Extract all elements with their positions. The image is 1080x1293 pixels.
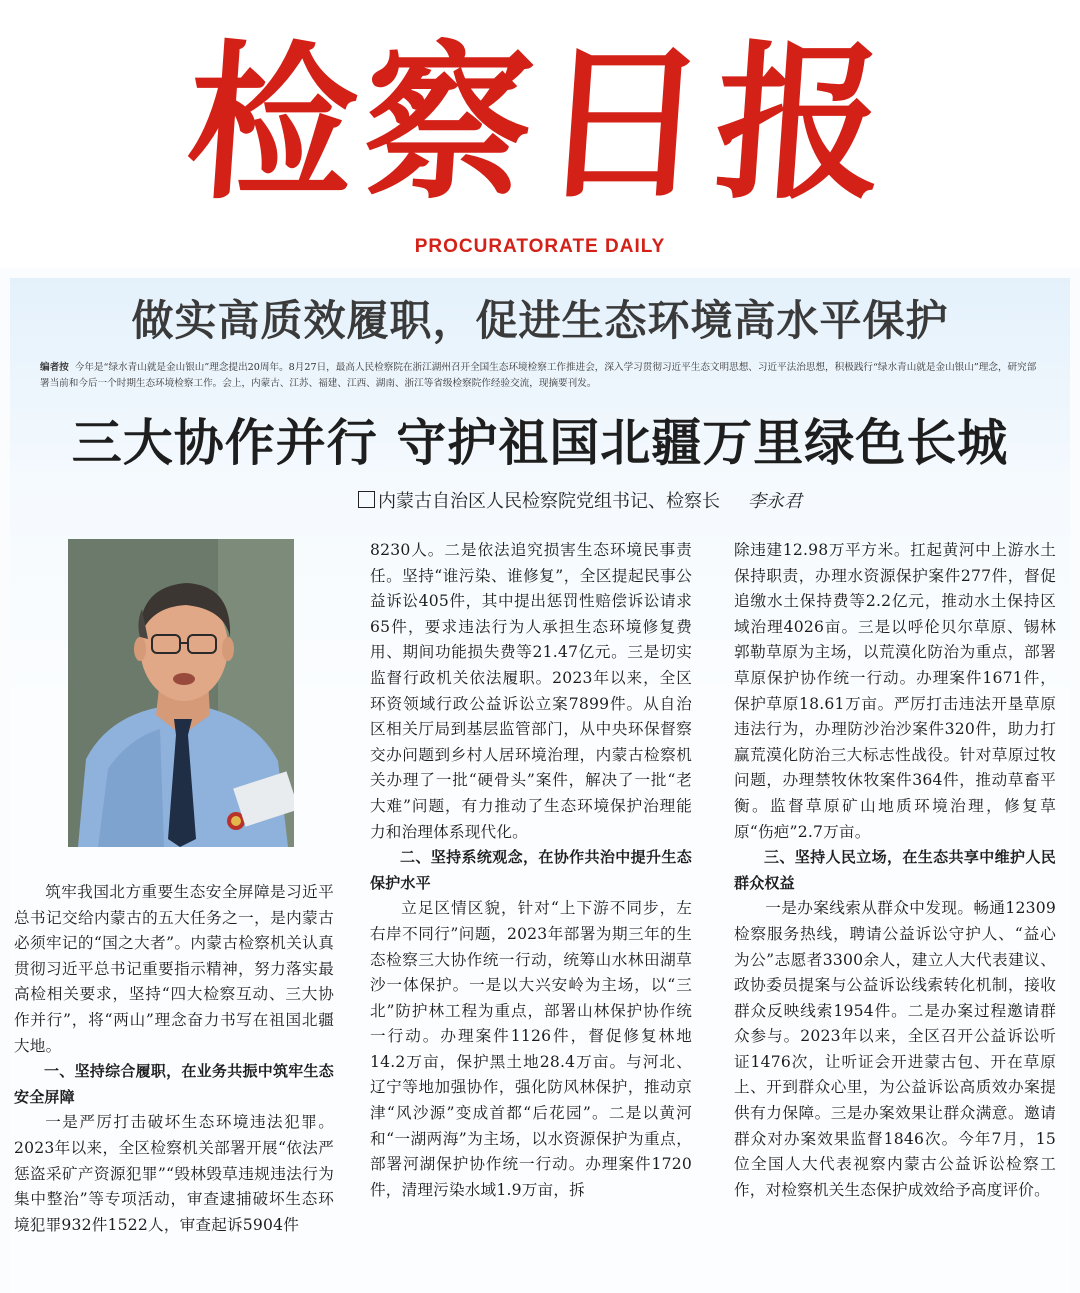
byline-box-icon: [358, 491, 375, 508]
masthead: [0, 0, 1080, 268]
article-column-3: [734, 538, 1056, 1203]
editor-note: [40, 360, 1040, 392]
byline: [358, 488, 802, 516]
section-heading: 二、坚持系统观念，在协作共治中提升生态保护水平: [370, 848, 692, 892]
paragraph: 8230人。二是依法追究损害生态环境民事责任。坚持“谁污染、谁修复”，全区提起民事公益诉讼405件，其中提出惩罚性赔偿诉讼请求65件，要求违法行为人承担生态环境修复费用、期间功能损失费等21.47亿元。三是切实监督行政机关依法履职。2023年以来，全区环资领域行政公益诉讼立案7899件。从自治区相关厅局到基层监管部门，从中央环保督察交办问题到乡村人居环境治理，内蒙古检察机关办理了一批“硬骨头”案件，解决了一批“老大难”问题，有力推动了生态环境保护治理能力和治理体系现代化。: [370, 541, 692, 841]
article-column-2: [370, 538, 692, 1203]
paragraph: 除违建12.98万平方米。扛起黄河中上游水土保持职责，办理水资源保护案件277件，督促追缴水土保持费等2.2亿元，推动水土保持区域治理4026亩。三是以呼伦贝尔草原、锡林郭勒草原为主场，以荒漠化防治为重点，部署草原保护协作统一行动。办理案件1671件，保护草原18.61万亩。严厉打击违法开垦草原违法行为，办理防沙治沙案件320件，助力打赢荒漠化防治三大标志性战役。针对草原过牧问题，办理禁牧休牧案件364件，推动草畜平衡。监督草原矿山地质环境治理，修复草原“伤疤”2.7万亩。: [734, 541, 1056, 841]
paragraph: 立足区情区貌，针对“上下游不同步，左右岸不同行”问题，2023年部署为期三年的生态检察三大协作统一行动，统筹山水林田湖草沙一体保护。一是以大兴安岭为主场，以“三北”防护林工程为重点，部署山林保护协作统一行动。办理案件1126件，督促修复林地14.2万亩，保护黑土地28.4万亩。与河北、辽宁等地加强协作，强化防风林保护，推动京津“风沙源”变成首都“后花园”。二是以黄河和“一湖两海”为主场，以水资源保护为重点，部署河湖保护协作统一行动。办理案件1720件，清理污染水域1.9万亩，拆: [370, 899, 692, 1199]
section-heading: 一、坚持综合履职，在业务共振中筑牢生态安全屏障: [14, 1062, 334, 1106]
byline-title: 内蒙古自治区人民检察院党组书记、检察长: [378, 491, 720, 512]
page-headline: 做实高质效履职，促进生态环境高水平保护: [131, 296, 949, 345]
paragraph: 筑牢我国北方重要生态安全屏障是习近平总书记交给内蒙古的五大任务之一，是内蒙古必须牢记的“国之大者”。内蒙古检察机关认真贯彻习近平总书记重要指示精神，努力落实最高检相关要求，坚持“四大检察互动、三大协作并行”，将“两山”理念奋力书写在祖国北疆大地。: [14, 883, 334, 1055]
byline-author: 李永君: [748, 491, 802, 512]
newspaper-logo: 检察日报: [181, 24, 899, 222]
editor-note-text: 今年是“绿水青山就是金山银山”理念提出20周年。8月27日，最高人民检察院在浙江湖州召开全国生态环境检察工作推进会，深入学习贯彻习近平生态文明思想、习近平法治思想，积极践行“绿水青山就是金山银山”理念，研究部署当前和今后一个时期生态环境检察工作。会上，内蒙古、江苏、福建、江西、湖南、浙江等省级检察院作经验交流，现摘要刊发。: [40, 362, 1037, 389]
author-photo: [68, 539, 294, 847]
portrait-photo-icon: [68, 539, 294, 847]
newspaper-logo-english: PROCURATORATE DAILY: [414, 236, 666, 257]
editor-note-label: 编者按: [40, 362, 69, 373]
paragraph: 一是办案线索从群众中发现。畅通12309检察服务热线，聘请公益诉讼守护人、“益心为公”志愿者3300余人，建立人大代表建议、政协委员提案与公益诉讼线索转化机制，接收群众反映线索1954件。二是办案过程邀请群众参与。2023年以来，全区召开公益诉讼听证1476次，让听证会开进蒙古包、开在草原上、开到群众心里，为公益诉讼高质效办案提供有力保障。三是办案效果让群众满意。邀请群众对办案效果监督1846次。今年7月，15位全国人大代表视察内蒙古公益诉讼检察工作，对检察机关生态保护成效给予高度评价。: [734, 899, 1056, 1199]
article-column-1: [14, 880, 334, 1238]
paragraph: 一是严厉打击破坏生态环境违法犯罪。2023年以来，全区检察机关部署开展“依法严惩盗采矿产资源犯罪”“毁林毁草违规违法行为集中整治”等专项活动，审查逮捕破坏生态环境犯罪932件1522人，审查起诉5904件: [14, 1113, 334, 1234]
article-title: 三大协作并行 守护祖国北疆万里绿色长城: [71, 413, 1009, 472]
section-heading: 三、坚持人民立场，在生态共享中维护人民群众权益: [734, 848, 1056, 892]
